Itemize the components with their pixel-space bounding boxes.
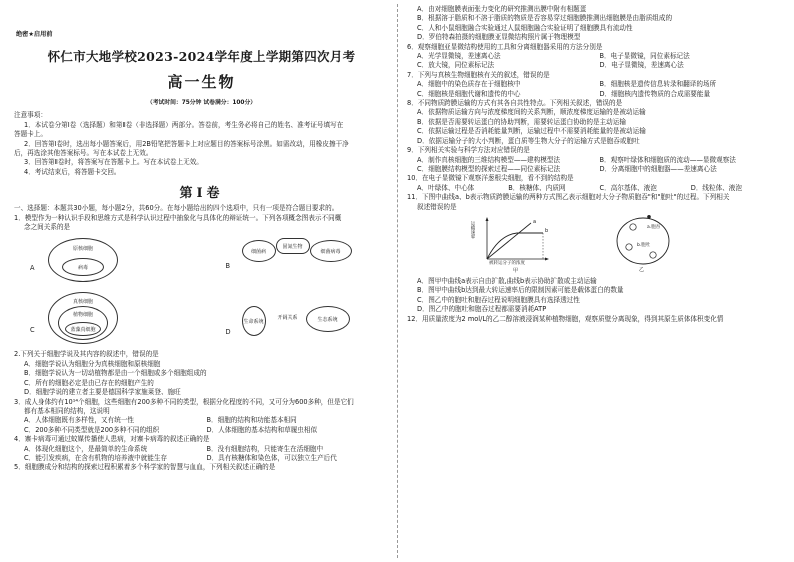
question-1 — [14, 214, 389, 349]
section-title: 第Ⅰ卷 — [179, 186, 224, 202]
option-a: A．细胞学说认为细胞分为真核细胞和原核细胞 — [24, 359, 161, 368]
notes-list — [14, 121, 389, 177]
circle-label: 生命系统 — [243, 318, 264, 325]
question-9 — [407, 146, 782, 174]
curve-a-label: a — [533, 218, 537, 225]
circle-label: 病毒 — [77, 264, 88, 271]
school-title: 怀仁市大地学校2023-2024学年度上学期第四次月考 — [47, 49, 356, 65]
option-a: A．人体细胞既有多样性，又有统一性 — [24, 416, 135, 425]
option-c: C．依据运输过程是否消耗能量判断，运输过程中不需要消耗能量的是被动运输 — [417, 127, 646, 136]
curve-b — [487, 233, 543, 259]
y-axis-label: 运输速率 — [470, 220, 475, 239]
question-stem: 叙述错误的是 — [417, 202, 457, 211]
options-row — [407, 165, 782, 174]
note-line: 2．回答第Ⅰ卷时，选出每小题答案后，用2B铅笔把答题卡上对应题目的答案标号涂黑。如需改动，用橡皮擦干净 — [24, 139, 349, 148]
box-label: 开阔关系 — [277, 314, 298, 321]
question-2 — [14, 350, 389, 397]
option-d: D．图乙中的胞吐和胞吞过程都需要消耗ATP — [417, 305, 547, 314]
option-b: B．图甲中曲线b达到最大转运速率后的限制因素可能是载体蛋白的数量 — [417, 286, 624, 295]
option-b: B．核糖体、内质网 — [508, 183, 566, 192]
vesicle-bottom — [650, 252, 656, 258]
cell-membrane — [617, 218, 669, 264]
question-stem: 12．用质量浓度为2 mol/L的乙二醇溶液浸润某种植物细胞，观察质壁分离现象，得到其原生质体体积变化情 — [407, 314, 724, 323]
note-line: 答题卡上。 — [14, 130, 47, 139]
diagram-d — [210, 292, 390, 348]
question-stem: 6．观察细胞亚显微结构使用的工具和分离细胞器采用的方法分别是 — [407, 42, 603, 51]
exam-meta: （考试时间：75分钟 试卷满分：100分） — [146, 100, 257, 107]
question-7 — [407, 71, 782, 99]
left-column — [14, 0, 389, 562]
option-d: D．具有核糖体和染色体，可以独立生产后代 — [206, 453, 337, 462]
circle-label: 原核细胞 — [72, 246, 93, 253]
particle — [647, 215, 651, 219]
option-a: A．细胞中的染色质存在于细胞核中 — [417, 80, 521, 89]
middle-box — [272, 310, 304, 324]
figure-caption-left: 甲 — [513, 267, 519, 274]
question-stem: 都有基本相同的结构，这说明 — [24, 406, 110, 415]
option-c: C．放大镜，同位素标记法 — [417, 61, 495, 70]
option-a: A．体现化细胞这个，是最简单的生命系统 — [24, 444, 148, 453]
concept-diagrams-top — [30, 234, 389, 290]
question-stem: 5．细胞膜成分和结构的探索过程积累着多个科学家的智慧与血血，下列相关叙述正确的是 — [14, 463, 276, 472]
circle-label: 细菌病毒 — [320, 248, 341, 255]
question-stem: 念之间关系的是 — [24, 223, 71, 232]
diagram-c — [30, 292, 210, 348]
options-row — [407, 90, 782, 99]
concept-diagrams-bottom — [30, 292, 389, 348]
options-row — [14, 454, 389, 463]
right-circle — [306, 306, 350, 332]
subject-title: 高一生物 — [167, 73, 236, 92]
option-c: C．细胞膜结构模型的探索过程——同位素标记法 — [417, 164, 561, 173]
option-d: D．细胞学说的建立者主要是德国科学家施莱登、施旺 — [24, 388, 181, 397]
label-endocytosis: a.胞吞 — [647, 224, 661, 230]
right-column — [407, 0, 782, 562]
question-stem: 7．下列与真核生物细胞核有关的叙述，错误的是 — [407, 70, 550, 79]
question-stem: 9．下列相关实验与科学方法对应错误的是 — [407, 146, 530, 155]
option-b: B．根据溶于脂质和不溶于脂质的物质是否容易穿过细胞膜推测出细胞膜是由脂质组成的 — [417, 14, 673, 23]
rate-curve-svg — [467, 215, 567, 275]
option-label: C — [30, 326, 35, 335]
question-stem: 3．成人身体约有10¹⁴个细胞，这些细胞有200多种不同的类型，根据分化程度的不同，又可分为600多种，但是它们 — [14, 397, 354, 406]
option-d: D．电子显微镜，差速离心法 — [599, 61, 684, 70]
section-intro: 一、选择题：本题共30小题，每小题2分，共60分。在每小题给出的四个选项中，只有一项是符合题目要求的。 — [14, 204, 339, 213]
option-b: B．细胞学说认为一切动植物都是由一个细胞或多个细胞组成的 — [24, 369, 207, 378]
figure-caption-right: 乙 — [639, 266, 645, 273]
options-row — [407, 156, 782, 165]
question-10 — [407, 174, 782, 193]
middle-box — [276, 238, 310, 254]
option-b: B．细胞的结构和功能基本相同 — [206, 416, 297, 425]
question-stem: 11．下图中曲线a、b表示物质跨膜运输的两种方式图乙表示细胞对大分子物质胞吞"和"胞吐"的过程。下列相关 — [407, 193, 730, 202]
options-row — [14, 426, 389, 435]
option-b: B．没有细胞结构，只能寄生在活细胞中 — [206, 444, 324, 453]
question-6 — [407, 43, 782, 71]
question-stem: 4．寨卡病毒可通过蚊媒传播使人患病，对寨卡病毒的叙述正确的是 — [14, 435, 210, 444]
option-d: D．罗伯特森拍摄的细胞膜亚显微结构照片属于物理模型 — [417, 33, 581, 42]
option-c: C．200多种不同类型就是200多种不同的组织 — [24, 425, 160, 434]
option-a: A．叶绿体、中心体 — [417, 183, 475, 192]
secret-mark: 绝密★启用前 — [16, 31, 53, 38]
option-label: D — [225, 328, 231, 337]
option-c: C．所有的细胞必定是由已存在的细胞产生的 — [24, 378, 154, 387]
circle-label: 真核细胞 — [72, 299, 93, 306]
option-c: C．细胞核是细胞代谢和遗传的中心 — [417, 89, 521, 98]
diagram-a — [30, 234, 210, 290]
column-divider — [397, 4, 398, 558]
note-line: 3．回答第Ⅱ卷时，将答案写在答题卡上。写在本试卷上无效。 — [24, 158, 203, 167]
vesicle-top — [630, 224, 636, 230]
option-d: D．人体细胞的基本结构和草履虫相似 — [206, 425, 318, 434]
option-label: B — [225, 262, 231, 271]
option-a: A．由对细胞膜表面张力变化的研究推测出膜中附有相题蛋 — [417, 5, 587, 13]
question-11 — [407, 193, 782, 314]
right-circle — [310, 240, 352, 262]
option-d: D．依据运输分子的大小判断，蛋白质等生物大分子的运输方式是胞吞或胞吐 — [417, 136, 640, 145]
option-c: C．人和小鼠细胞融合实验通过人鼠细胞融合实验证明了细胞膜具有流动性 — [417, 23, 633, 32]
option-a: A．依据物质运输方向与浓度梯度间的关系判断，顺浓度梯度运输的是被动运输 — [417, 108, 646, 117]
y-arrow — [486, 217, 489, 221]
note-line: 后，再选涂其他答案标号。写在本试卷上无效。 — [14, 149, 153, 158]
options-row — [14, 416, 389, 425]
circle-label: 细菌病 — [250, 248, 266, 255]
circle-label: 蓝藻真细胞 — [70, 326, 96, 333]
question-12 — [407, 315, 782, 324]
options-row — [407, 61, 782, 70]
question-stem: 1．模型作为一种认识手段和思维方式是科学认识过程中抽象化与具体化的辩证统一。下列各项概念图表示不同概 — [14, 213, 342, 222]
x-arrow — [545, 257, 549, 260]
question-3 — [14, 398, 389, 436]
option-a: A．图甲中曲线a表示自由扩散,曲线b表示协助扩散或主动运输 — [417, 276, 597, 285]
circle-label: 植物细胞 — [72, 312, 93, 319]
option-c: C．高尔基体、液泡 — [599, 183, 657, 192]
option-b: B．依据是否需要转运蛋白的协助判断，需要转运蛋白协助的是主动运输 — [417, 117, 626, 126]
option-a: A．制作真核细胞的三维结构模型——建构模型法 — [417, 155, 560, 164]
option-b: B．细胞核是遗传信息转录和翻译的场所 — [599, 80, 717, 89]
option-c: C．图乙中的胞吐和胞吞过程说明细胞膜具有选择透过性 — [417, 295, 580, 304]
question-5-options — [407, 5, 782, 43]
circle-label: 生态系统 — [317, 316, 338, 323]
option-c: C．能引发疾病，在含有机物的培养液中就能生存 — [24, 453, 168, 462]
note-line: 1．本试卷分第Ⅰ卷（选择题）和第Ⅱ卷（非选择题）两部分。答卷前，考生务必将自己的姓名、准考证号填写在 — [24, 120, 344, 129]
curve-b-label: b — [545, 227, 549, 234]
curve-a — [487, 223, 531, 259]
left-circle — [242, 240, 276, 262]
options-row — [407, 184, 782, 193]
option-b: B．观察叶绿体和细胞质的流动——显微观察法 — [599, 155, 736, 164]
option-label: A — [30, 264, 35, 273]
options-row — [407, 80, 782, 89]
option-d: D．细胞核内遗传物质的合成需要能量 — [599, 89, 711, 98]
question-stem: 8．不同物质跨膜运输的方式有其各自共性特点。下列相关叙述，错误的是 — [407, 99, 623, 108]
question-stem: 10．在电子显微镜下观察洋葱根尖细胞，看不到的结构是 — [407, 174, 574, 183]
label-exocytosis: b.胞吐 — [637, 242, 651, 248]
question-4 — [14, 435, 389, 463]
transport-rate-graph — [467, 215, 567, 275]
x-axis-label: 被转运分子的浓度 — [489, 260, 525, 266]
option-b: B．电子显微镜，同位素标记法 — [599, 52, 690, 61]
option-d: D．分离细胞中的细胞器——差速离心法 — [599, 164, 717, 173]
box-label: 固氮生物 — [282, 243, 303, 250]
option-d: D．线粒体、液泡 — [690, 183, 742, 192]
figure-row — [467, 215, 782, 275]
note-line: 4．考试结束后，将答题卡交回。 — [24, 167, 121, 176]
notes-title: 注意事项： — [14, 111, 47, 120]
diagram-b — [210, 234, 390, 290]
cell-diagram — [603, 215, 693, 275]
vesicle-mid — [626, 244, 632, 250]
options-row — [14, 445, 389, 454]
left-circle — [242, 306, 266, 336]
question-stem: 2.下列关于细胞学说及其内容的叙述中，错误的是 — [14, 350, 159, 359]
question-5 — [14, 463, 389, 472]
question-8 — [407, 99, 782, 146]
option-a: A．光学显微镜，差速离心法 — [417, 52, 501, 61]
